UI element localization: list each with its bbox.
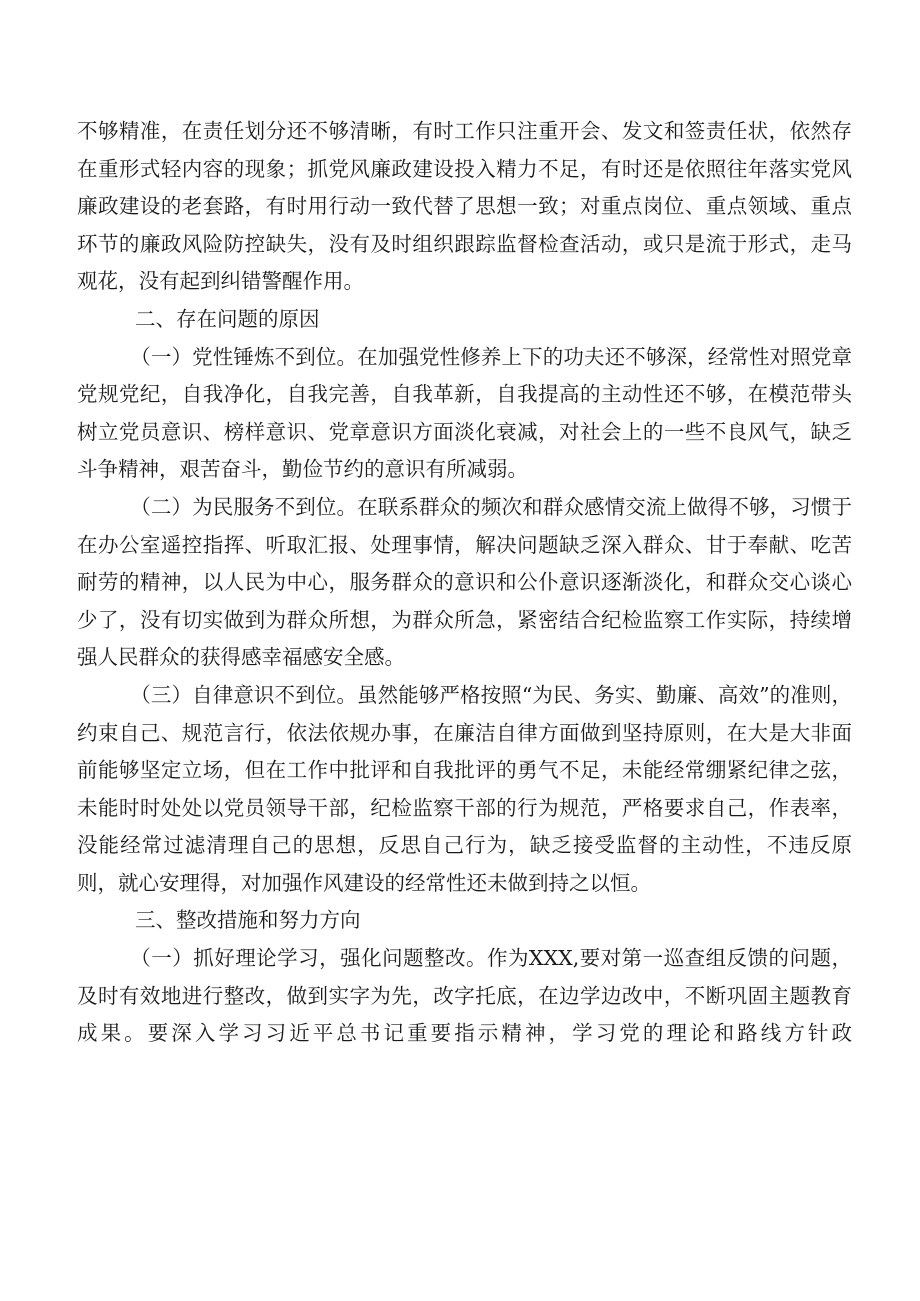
section-heading-measures: 三、整改措施和努力方向 [135,908,361,933]
paragraph-self-discipline: （三）自律意识不到位。虽然能够严格按照“为民、务实、勤廉、高效”的准则，约束自己、规范言行，依法依规办事，在廉洁自律方面做到坚持原则，在大是大非面前能够坚定立场，但在工作中批评和自我批评的勇气不足，未能经常绷紧纪律之弦，未能时时处处以党员领导干部，纪检监察干部的行为规范，严格要求自己，作表率，没能经常过滤清理自己的思想，反思自己行为，缺乏接受监督的主动性，不违反原则，就心安理得，对加强作风建设的经常性还未做到持之以恒。 [77,682,852,895]
document-body [77,113,852,1053]
paragraph-theory-study: （一）抓好理论学习，强化问题整改。作为XXX,要对第一巡查组反馈的问题，及时有效地进行整改，做到实字为先，改字托底，在边学边改中，不断巩固主题教育成果。要深入学习习近平总书记重要指示精神，学习党的理论和路线方针政 [77,946,852,1046]
paragraph-party-spirit: （一）党性锤炼不到位。在加强党性修养上下的功夫还不够深，经常性对照党章党规党纪，自我净化，自我完善，自我革新，自我提高的主动性还不够，在模范带头树立党员意识、榜样意识、党章意识方面淡化衰减，对社会上的一些不良风气，缺乏斗争精神，艰苦奋斗，勤俭节约的意识有所减弱。 [77,344,852,482]
paragraph-serving-people: （二）为民服务不到位。在联系群众的频次和群众感情交流上做得不够，习惯于在办公室遥控指挥、听取汇报、处理事情，解决问题缺乏深入群众、甘于奉献、吃苦耐劳的精神，以人民为中心，服务群众的意识和公仆意识逐渐淡化，和群众交心谈心少了，没有切实做到为群众所想，为群众所急，紧密结合纪检监察工作实际，持续增强人民群众的获得感幸福感安全感。 [77,494,852,670]
section-heading-causes: 二、存在问题的原因 [135,306,320,331]
paragraph-continuation: 不够精准，在责任划分还不够清晰，有时工作只注重开会、发文和签责任状，依然存在重形式轻内容的现象；抓党风廉政建设投入精力不足，有时还是依照往年落实党风廉政建设的老套路，有时用行动一致代替了思想一致；对重点岗位、重点领域、重点环节的廉政风险防控缺失，没有及时组织跟踪监督检查活动，或只是流于形式，走马观花，没有起到纠错警醒作用。 [77,119,852,294]
